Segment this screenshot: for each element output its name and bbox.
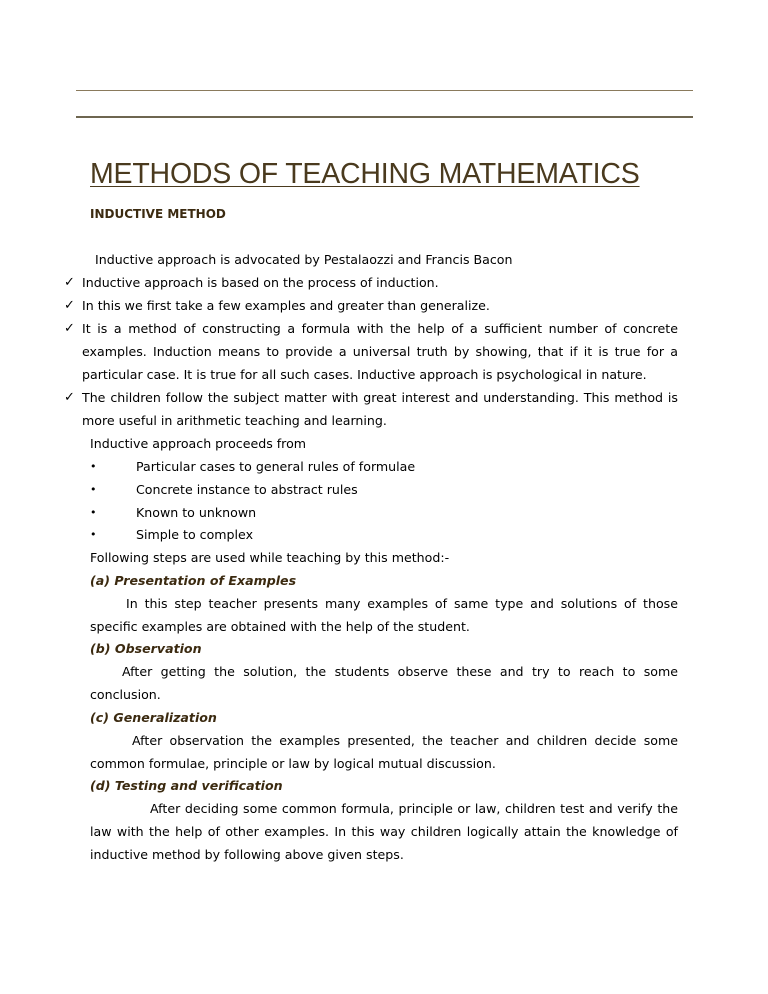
proceeds-label: Inductive approach proceeds from (90, 436, 307, 451)
checkmark-icon: ✓ (64, 298, 75, 313)
bullet-icon: • (90, 506, 97, 519)
bullet-icon: • (90, 483, 97, 496)
bullet-icon: • (90, 460, 97, 473)
steps-label: Following steps are used while teaching by this method:- (90, 550, 450, 565)
checkmark-icon: ✓ (64, 390, 75, 405)
check-item (64, 386, 678, 432)
step-text: After getting the solution, the students observe these and try to reach to some conclusion. (90, 664, 678, 702)
header-rule-bottom (76, 116, 693, 118)
header-rule-top (76, 90, 693, 91)
list-item-text: Particular cases to general rules of formulae (136, 459, 416, 474)
check-item (64, 271, 678, 294)
check-item-text-inner: It is a method of constructing a formula with the help of a sufficient number of concrete examples. Induction means to provide a universal truth by showing, that if it is true for a particular case. It is true for all such cases. Inductive approach is psychological in nature. (82, 321, 678, 382)
bullet-icon: • (90, 528, 97, 541)
check-item-text: In this we first take a few examples and greater than generalize. (82, 298, 490, 313)
step-text: After deciding some common formula, principle or law, children test and verify the law with the help of other examples. In this way children logically attain the knowledge of inductive method by following above given steps. (90, 801, 678, 862)
check-item-text: Inductive approach is based on the process of induction. (82, 275, 439, 290)
page-title: METHODS OF TEACHING MATHEMATICS (90, 158, 640, 190)
step-heading: (c) Generalization (90, 710, 217, 725)
section-subtitle: INDUCTIVE METHOD (90, 207, 226, 221)
check-item (64, 294, 678, 317)
step-heading: (b) Observation (90, 641, 202, 656)
intro-text: Inductive approach is advocated by Pestalaozzi and Francis Bacon (95, 252, 513, 267)
check-item-text: The children follow the subject matter with great interest and understanding. This method is more useful in arithmetic teaching and learning. (82, 390, 678, 428)
check-item-text (82, 317, 678, 386)
checkmark-icon: ✓ (64, 275, 75, 290)
step-heading: (d) Testing and verification (90, 778, 283, 793)
step-text: In this step teacher presents many examples of same type and solutions of those specific examples are obtained with the help of the student. (90, 596, 678, 634)
check-item (64, 317, 678, 386)
list-item-text: Known to unknown (136, 505, 257, 520)
list-item-text: Simple to complex (136, 527, 254, 542)
step-heading: (a) Presentation of Examples (90, 573, 297, 588)
checkmark-icon: ✓ (64, 321, 75, 336)
step-text: After observation the examples presented, the teacher and children decide some common formulae, principle or law by logical mutual discussion. (90, 733, 678, 771)
list-item-text: Concrete instance to abstract rules (136, 482, 358, 497)
